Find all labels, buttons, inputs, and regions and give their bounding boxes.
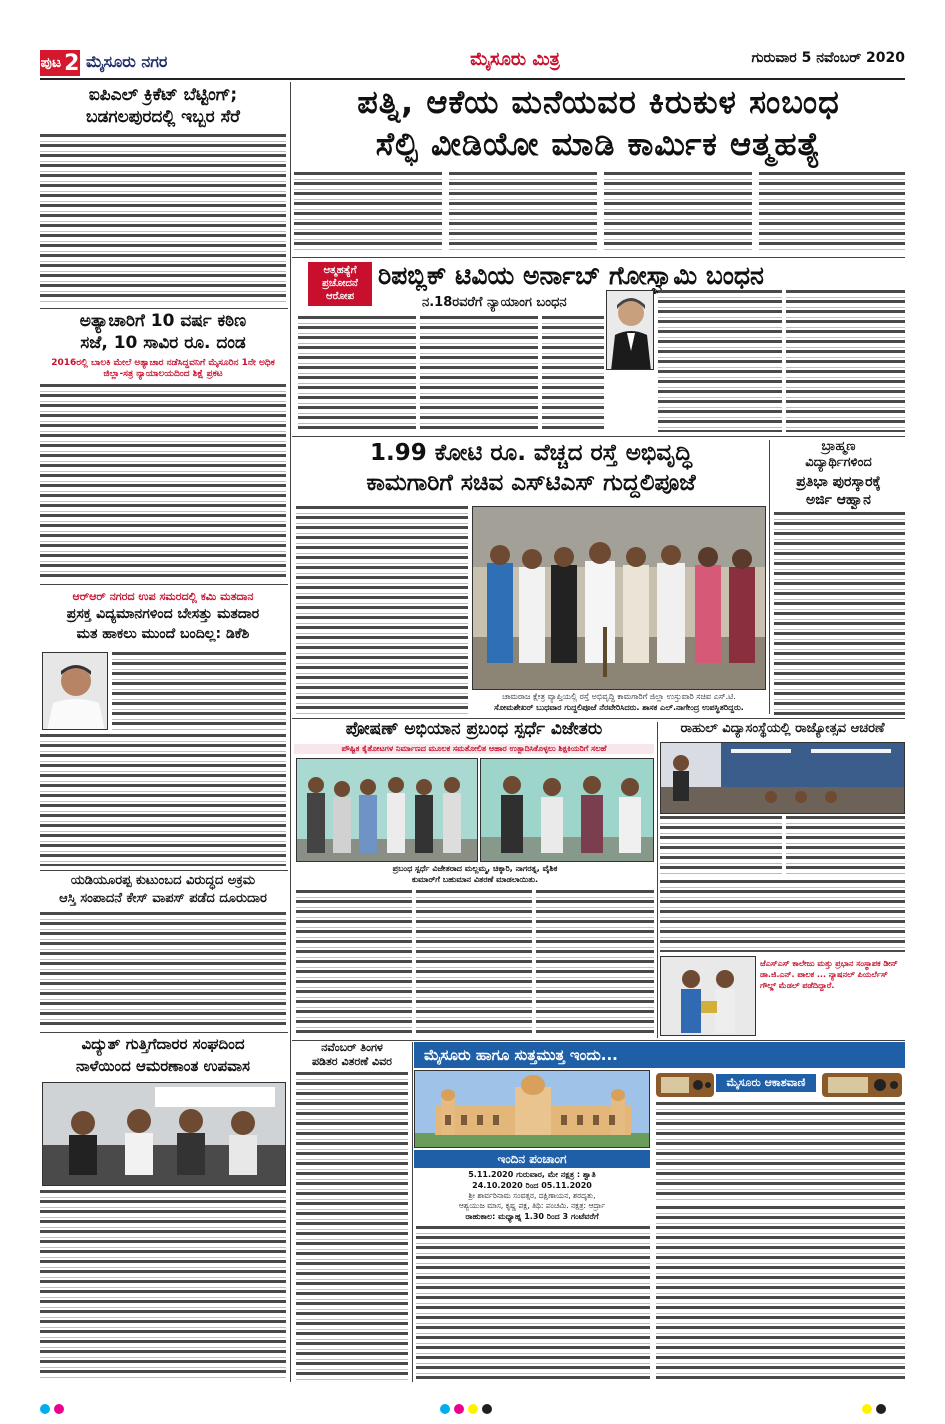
page-number-badge: [40, 50, 80, 76]
panchang-line-3: ಶ್ರೀ ಶಾರ್ವರಿನಾಮ ಸಂವತ್ಸರ, ದಕ್ಷಿಣಾಯನ, ಶರದೃತು,: [468, 1191, 596, 1200]
paper-name: ಮೈಸೂರು ಮಿತ್ರ: [470, 49, 560, 70]
brahmin-headline-2: ವಿದ್ಯಾರ್ಥಿಗಳಿಂದ: [805, 455, 872, 470]
poshan-sub: ಪೌಷ್ಟಿಕ ಕೈತೋಟಗಳ ನಿರ್ಮಾಣದ ಮೂಲಕ ಸಮತೋಲಿತ ಆಹಾರ ಉತ್ಪಾದಿಸಿಕೊಳ್ಳಲು ಶಿಕ್ಷಕಿಯರಿಗೆ ಸಲಹೆ: [294, 744, 654, 754]
issue-date: ಗುರುವಾರ 5 ನವೆಂಬರ್ 2020: [751, 50, 905, 66]
panchang-line-1: 5.11.2020 ಗುರುವಾರ, ಮೇ ನಕ್ಷತ್ರ : ಶ್ವಾತಿ: [468, 1170, 596, 1179]
masthead-rule: [40, 78, 905, 80]
ipl-headline-2: ಬಡಗಲಪುರದಲ್ಲಿ ಇಬ್ಬರ ಸೆರೆ: [86, 107, 240, 127]
yeddy-text: [40, 912, 286, 1028]
road-headline-2: ಕಾಮಗಾರಿಗೆ ಸಚಿವ ಎಸ್‌ಟಿಎಸ್ ಗುದ್ದಲಿಪೂಜೆ: [366, 470, 696, 496]
lead-text-col-3: [604, 172, 752, 250]
radio-icon: [654, 1070, 716, 1100]
road-caption-1: ಚಾಮರಾಜ ಕ್ಷೇತ್ರ ವ್ಯಾಪ್ತಿಯಲ್ಲಿ ರಸ್ತೆ ಅಭಿವೃದ್ಧಿ ಕಾಮಗಾರಿಗೆ ಜಿಲ್ಲಾ ಉಸ್ತುವಾರಿ ಸಚಿವ ಎಸ್.ಟಿ.: [502, 692, 736, 701]
poshan-text-2: [416, 890, 532, 1036]
yeddy-headline-2: ಆಸ್ತಿ ಸಂಪಾದನೆ ಕೇಸ್ ವಾಪಸ್ ಪಡೆದ ದೂರುದಾರ: [59, 891, 267, 906]
rape-headline-1: ಅತ್ಯಾಚಾರಿಗೆ 10 ವರ್ಷ ಕಠಿಣ: [79, 311, 247, 331]
divider: [40, 870, 288, 871]
ration-headline-2: ಪಡಿತರ ವಿತರಣೆ ವಿವರ: [311, 1055, 393, 1068]
registration-mark: [440, 1404, 450, 1414]
brahmin-headline-4: ಅರ್ಜಿ ಆಹ್ವಾನ: [806, 492, 871, 508]
page-number: 2: [64, 50, 80, 76]
radio-label: ಮೈಸೂರು ಆಕಾಶವಾಣಿ: [716, 1074, 816, 1092]
divider: [40, 1032, 288, 1033]
divider: [40, 584, 288, 585]
arnab-text-col-4: [658, 290, 782, 432]
poshan-text-3: [536, 890, 654, 1036]
rape-text: [40, 384, 286, 580]
lead-text-col-4: [759, 172, 905, 250]
lead-text-col-2: [449, 172, 597, 250]
panchang-line-4: ಆಶ್ವಯುಜ ಮಾಸ, ಕೃಷ್ಣ ಪಕ್ಷ, ತಿಥಿ: ಪಂಚಮಿ. ನಕ್ಷತ್ರ: ಆರ್ದ್ರಾ: [458, 1201, 606, 1210]
ration-headline-1: ನವೆಂಬರ್ ತಿಂಗಳ: [321, 1041, 383, 1054]
rape-headline-2: ಸಜೆ, 10 ಸಾವಿರ ರೂ. ದಂಡ: [80, 333, 246, 353]
registration-mark: [482, 1404, 492, 1414]
road-photo: [472, 506, 766, 690]
poshan-headline: ಪೋಷಣ್ ಅಭಿಯಾನ ಪ್ರಬಂಧ ಸ್ಪರ್ಧೆ ವಿಜೇತರು: [345, 719, 603, 739]
ipl-story: [40, 84, 286, 306]
arnab-photo: [606, 290, 654, 370]
divider: [292, 1040, 905, 1041]
registration-mark: [876, 1404, 886, 1414]
poshan-photo-2: [480, 758, 654, 862]
panchang-line-2: 24.10.2020 ರಿಂದ 05.11.2020: [472, 1181, 592, 1190]
ipl-text: [40, 134, 286, 302]
panchang-title: ಇಂದಿನ ಪಂಚಾಂಗ: [414, 1150, 650, 1168]
divider: [40, 308, 288, 309]
dks-headline-1: ಪ್ರಸಕ್ತ ವಿದ್ಯಮಾನಗಳಿಂದ ಬೇಸತ್ತು ಮತದಾರ: [66, 606, 260, 622]
arnab-text-col-2: [420, 316, 538, 432]
rahul-headline: ರಾಹುಲ್ ವಿದ್ಯಾಸಂಸ್ಥೆಯಲ್ಲಿ ರಾಜ್ಯೋತ್ಸವ ಆಚರಣೆ: [680, 721, 885, 736]
lead-headline-2: ಸೆಲ್ಫಿ ವೀಡಿಯೋ ಮಾಡಿ ಕಾರ್ಮಿಕ ಆತ್ಮಹತ್ಯೆ: [375, 125, 822, 163]
panchang-line-5: ರಾಹುಕಾಲ: ಮಧ್ಯಾಹ್ನ 1.30 ರಿಂದ 3 ಗಂಟೆವರೆಗೆ: [465, 1212, 599, 1221]
poshan-photo: [296, 758, 478, 862]
rahul-text-2: [786, 816, 905, 876]
road-text: [296, 506, 468, 716]
ration-text: [296, 1072, 408, 1382]
ipl-headline-1: ಐಪಿಎಲ್ ಕ್ರಿಕೆಟ್ ಬೆಟ್ಟಿಂಗ್;: [88, 85, 238, 105]
arnab-tag: ಆತ್ಮಹತ್ಯೆಗೆ ಪ್ರಚೋದನೆ ಆರೋಪ: [308, 262, 372, 306]
registration-mark: [862, 1404, 872, 1414]
registration-mark: [468, 1404, 478, 1414]
award-photo: [660, 956, 756, 1036]
palace-photo: [414, 1070, 650, 1148]
rahul-photo: [660, 742, 905, 814]
divider: [292, 436, 905, 437]
registration-mark: [40, 1404, 50, 1414]
lead-text-col-1: [294, 172, 442, 250]
divider: [657, 722, 658, 1038]
fast-headline-2: ನಾಳೆಯಿಂದ ಆಮರಣಾಂತ ಉಪವಾಸ: [76, 1057, 250, 1075]
section-title: ಮೈಸೂರು ನಗರ: [86, 52, 168, 71]
dks-text-right: [112, 652, 286, 730]
brahmin-headline-1: ಬ್ರಾಹ್ಮಣ: [821, 439, 856, 454]
events-list: [416, 1226, 650, 1382]
dks-text: [40, 734, 286, 866]
dks-photo: [42, 652, 108, 730]
poshan-caption-2: ಕುಮಾರ್‌ಗೆ ಬಹುಮಾನ ವಿತರಣೆ ಮಾಡಲಾಯಿತು.: [411, 875, 539, 884]
radio-text-2: [656, 1206, 905, 1382]
registration-mark: [54, 1404, 64, 1414]
fast-headline-1: ವಿದ್ಯುತ್ ಗುತ್ತಿಗೆದಾರರ ಸಂಘದಿಂದ: [81, 1035, 245, 1053]
column-divider: [290, 82, 291, 1382]
dks-headline-2: ಮತ ಹಾಕಲು ಮುಂದೆ ಬಂದಿಲ್ಲ: ಡಿಕೆಶಿ: [76, 626, 250, 642]
dks-sub: ಆರ್‌ಆರ್ ನಗರದ ಉಪ ಸಮರದಲ್ಲಿ ಕಮಿ ಮತದಾನ: [72, 590, 254, 603]
registration-mark: [454, 1404, 464, 1414]
poshan-caption-1: ಪ್ರಬಂಧ ಸ್ಪರ್ಧೆ ವಿಜೇತರಾದ ಮಲ್ಲಮ್ಮ, ಚಿಕ್ಕಾರಿ, ನಾಗರತ್ನ, ವೈಶಿಕ: [392, 864, 558, 873]
lead-headline-1: ಪತ್ನಿ, ಆಕೆಯ ಮನೆಯವರ ಕಿರುಕುಳ ಸಂಬಂಧ: [357, 83, 840, 121]
lead-story: [292, 82, 905, 254]
divider: [412, 1042, 413, 1382]
fast-text: [40, 1190, 286, 1380]
radio-icon-2: [818, 1070, 905, 1100]
divider: [769, 440, 770, 714]
rahul-text-3: [660, 880, 905, 952]
rape-sub: 2016ರಲ್ಲಿ ಬಾಲಕಿ ಮೇಲೆ ಅತ್ಯಾಚಾರ ನಡೆಸಿದ್ದವನಿಗೆ ಮೈಸೂರಿನ 1ನೇ ಅಧಿಕ ಜಿಲ್ಲಾ-ಸತ್ರ ನ್ಯಾಯಾಲಯದಿಂದ ಶಿಕ್ಷೆ ಪ್ರಕಟ: [51, 358, 275, 379]
divider: [292, 257, 905, 258]
page-word: ಪುಟ: [40, 55, 62, 71]
arnab-sub: ನ.18ರವರೆಗೆ ನ್ಯಾಯಾಂಗ ಬಂಧನ: [422, 295, 567, 310]
fast-photo: [42, 1082, 286, 1186]
arnab-text-col-3: [542, 316, 604, 432]
radio-text: [656, 1102, 905, 1202]
poshan-text-1: [296, 890, 412, 1036]
award-caption: ಜೆಎಸ್‌ಎಸ್ ಕಾಲೇಜು ಮತ್ತು ಪ್ರಭಾನ ಸಂಸ್ಥಾಪಕ ಡೀನ್ ಡಾ.ಜಿ.ಎನ್. ಪಾಲಕ ... ನ್ಯಾಷನಲ್ ಪಿಯರ್ಲೆಸ್ ಗೌಲ್ಡ್ ಮೆಡಲ್ ಪಡೆದಿದ್ದಾರೆ.: [760, 959, 898, 990]
arnab-text-col-1: [298, 316, 416, 432]
road-caption-2: ಸೋಮಶೇಖರ್ ಬುಧವಾರ ಗುದ್ದಲಿಪೂಜೆ ನೆರವೇರಿಸಿದರು. ಶಾಸಕ ಎಲ್.ನಾಗೇಂದ್ರ ಉಪಸ್ಥಿತರಿದ್ದರು.: [494, 703, 744, 712]
brahmin-headline-3: ಪ್ರತಿಭಾ ಪುರಸ್ಕಾರಕ್ಕೆ: [796, 474, 881, 490]
yeddy-headline-1: ಯಡಿಯೂರಪ್ಪ ಕುಟುಂಬದ ವಿರುದ್ಧದ ಅಕ್ರಮ: [70, 873, 256, 888]
today-banner: ಮೈಸೂರು ಹಾಗೂ ಸುತ್ತಮುತ್ತ ಇಂದು...: [414, 1042, 905, 1068]
brahmin-text: [774, 512, 905, 716]
road-headline-1: 1.99 ಕೋಟಿ ರೂ. ವೆಚ್ಚದ ರಸ್ತೆ ಅಭಿವೃದ್ಧಿ: [370, 440, 692, 466]
arnab-headline: ರಿಪಬ್ಲಿಕ್ ಟಿವಿಯ ಅರ್ನಾಬ್ ಗೋಸ್ವಾಮಿ ಬಂಧನ: [378, 261, 764, 290]
arnab-text-col-5: [786, 290, 905, 432]
rahul-text-1: [660, 816, 782, 876]
